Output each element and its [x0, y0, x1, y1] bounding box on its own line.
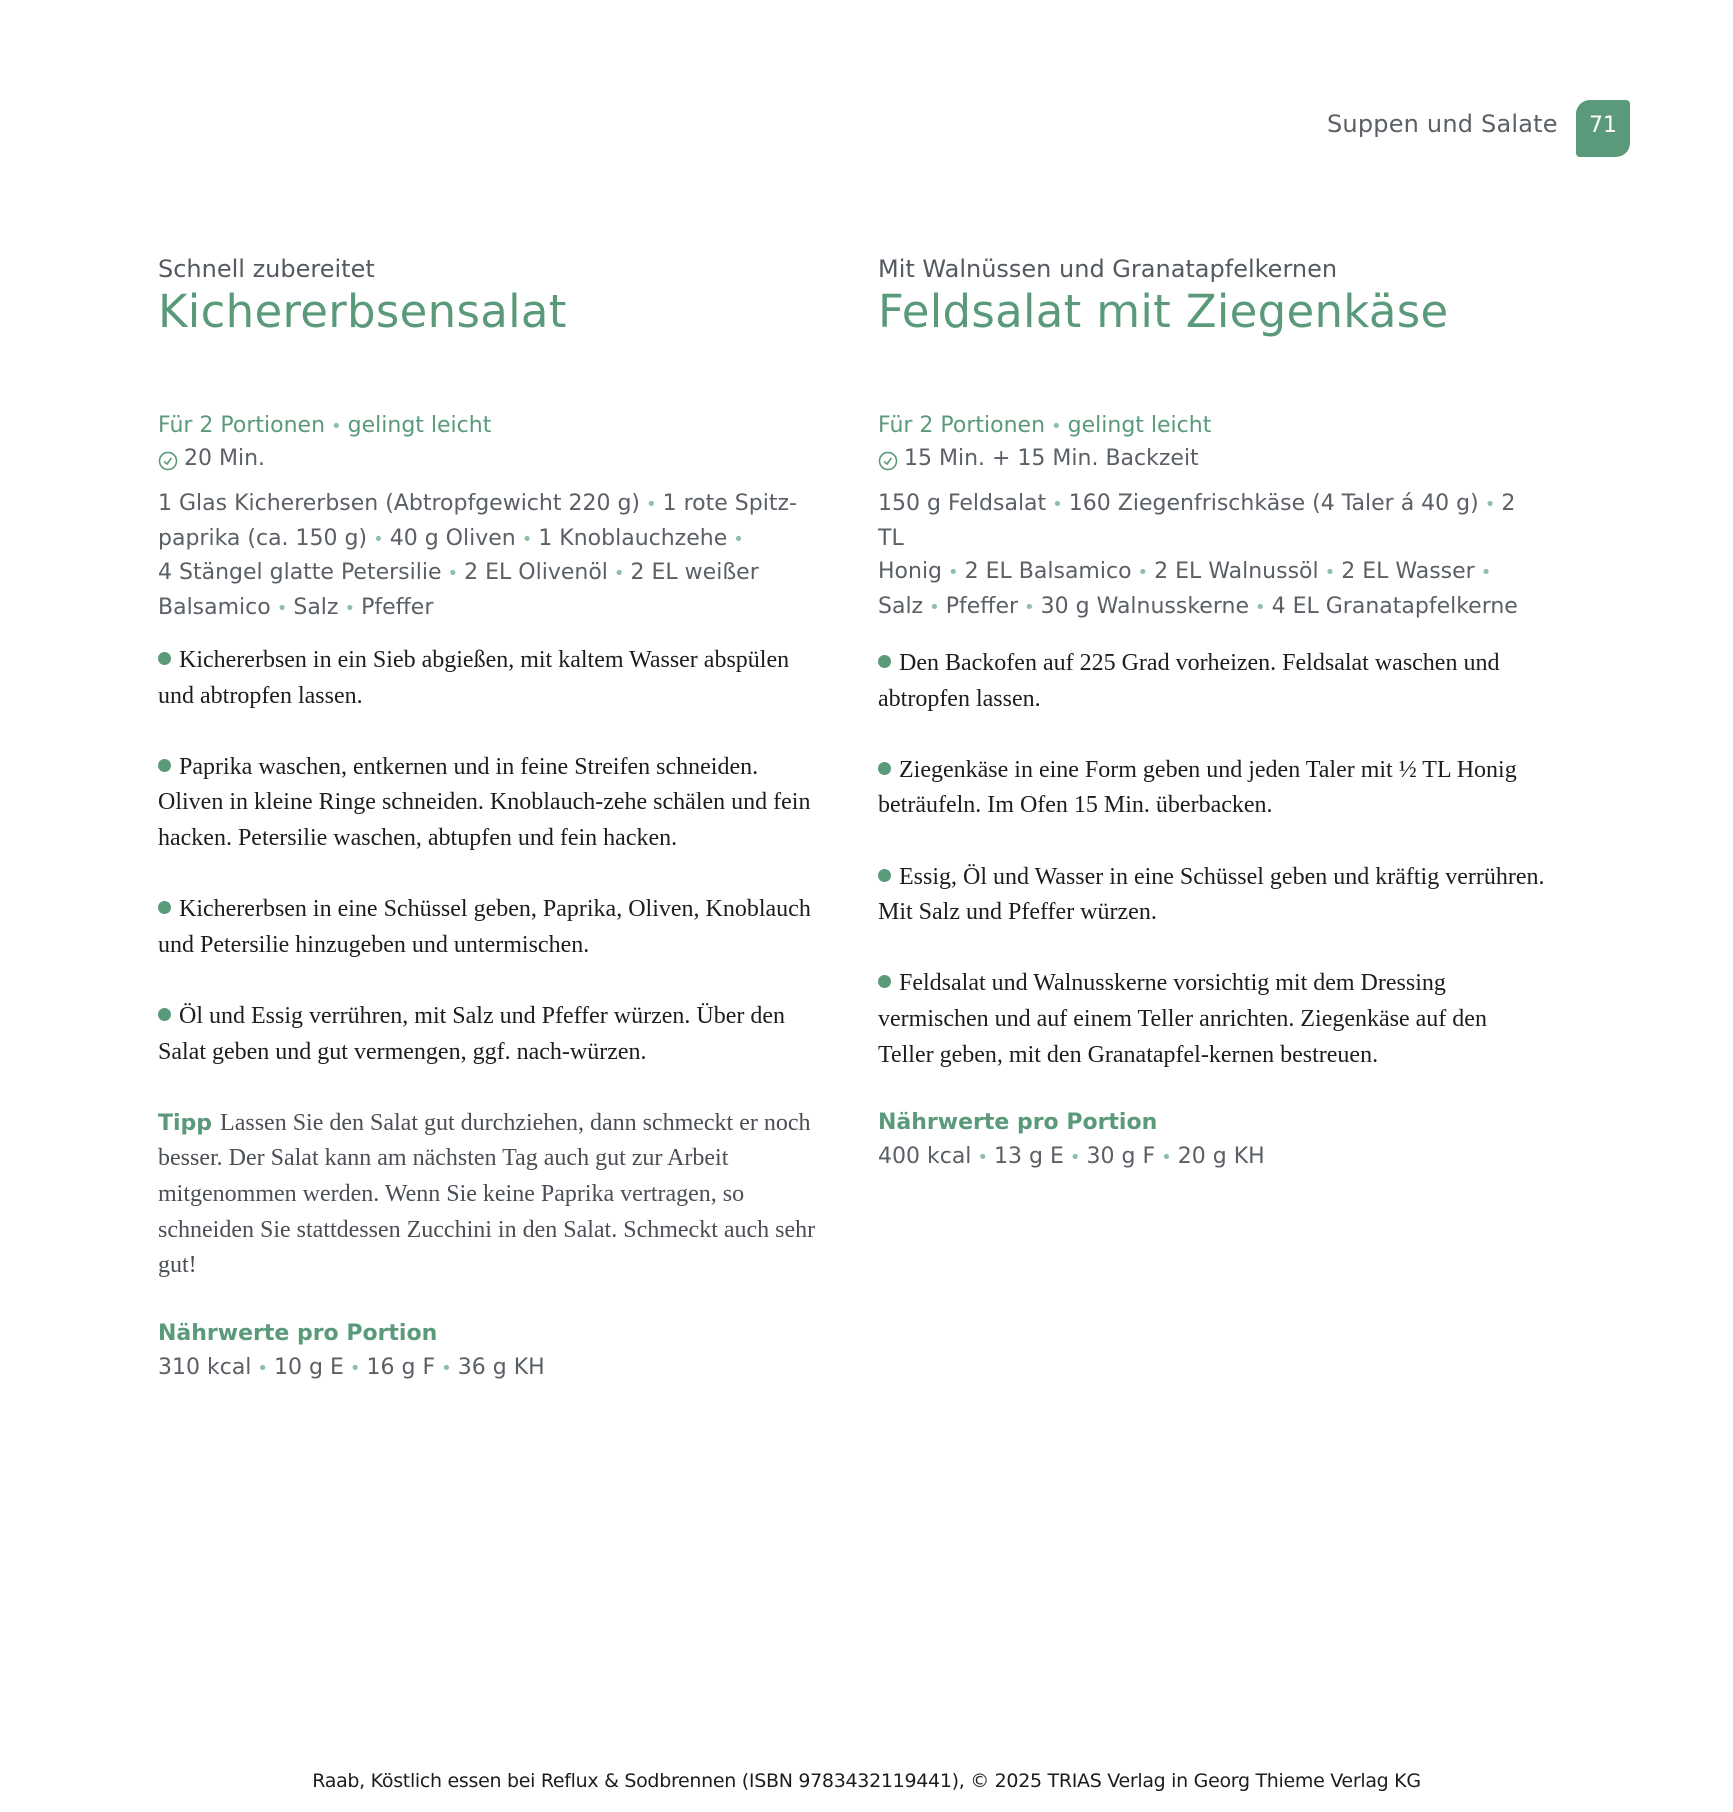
step-list: [878, 646, 1548, 1073]
kcal: 310 kcal: [158, 1354, 252, 1380]
step-2: [158, 750, 828, 857]
separator-dot: •: [1161, 1147, 1172, 1169]
separator-dot: •: [1051, 416, 1062, 437]
ingredient-line: [878, 487, 1548, 555]
bullet-dot-icon: [878, 869, 891, 882]
protein: 10 g E: [274, 1354, 344, 1380]
ingredient-line: [878, 555, 1548, 590]
recipe-kicker: Mit Walnüssen und Granatapfelkernen: [878, 255, 1338, 283]
time-line: [878, 443, 1548, 475]
bullet-dot-icon: [158, 652, 171, 665]
ingredient-line: [158, 522, 828, 557]
prep-time: 20 Min.: [184, 446, 266, 471]
bullet-dot-icon: [878, 762, 891, 775]
recipe-kichererbsensalat: [158, 254, 828, 1387]
bullet-dot-icon: [158, 759, 171, 772]
step-text: Ziegenkäse in eine Form geben und jeden Taler mit ½ TL Honig beträufeln. Im Ofen 15 Min. überbacken.: [878, 756, 1517, 819]
ingredient-list: [878, 487, 1548, 624]
step-text: Kichererbsen in ein Sieb abgießen, mit kaltem Wasser abspülen und abtropfen lassen.: [158, 647, 790, 709]
recipe-title: Feldsalat mit Ziegenkäse: [878, 285, 1449, 338]
step-text: Feldsalat und Walnusskerne vorsichtig mit dem Dressing vermischen und auf einem Teller anrichten. Ziegenkäse auf den Teller geben, mit den Granatapfel-kernen bestreuen.: [878, 970, 1487, 1068]
separator-dot: •: [1324, 562, 1336, 583]
separator-dot: •: [1052, 494, 1063, 515]
ingredient: 1 Glas Kichererbsen (Abtropfgewicht 220 g): [158, 491, 640, 516]
servings-line: [158, 410, 828, 443]
bullet-dot-icon: [158, 1008, 171, 1021]
separator-dot: •: [331, 416, 342, 437]
ingredient: 2 EL weißer: [630, 560, 759, 585]
carbs: 36 g KH: [457, 1354, 545, 1380]
recipe-meta: [878, 410, 1548, 475]
separator-dot: •: [1480, 562, 1492, 583]
prep-time: 15 Min. + 15 Min. Backzeit: [904, 446, 1199, 471]
separator-dot: •: [521, 528, 533, 550]
separator-dot: •: [276, 597, 288, 619]
nutrition-title: Nährwerte pro Portion: [158, 1320, 438, 1346]
ingredient: Salz: [293, 594, 339, 620]
ingredient: 40 g Oliven: [389, 525, 516, 551]
separator-dot: •: [349, 1357, 361, 1379]
step-text: Paprika waschen, entkernen und in feine Streifen schneiden. Oliven in kleine Ringe schneiden. Knoblauch-zehe schälen und fein hacken. Petersilie waschen, abtupfen und fein hacken.: [158, 753, 811, 851]
recipe-meta: [158, 410, 828, 475]
fat: 16 g F: [366, 1354, 436, 1380]
nutrition-title: Nährwerte pro Portion: [878, 1110, 1158, 1136]
recipe-feldsalat: [878, 254, 1548, 1176]
separator-dot: •: [373, 528, 384, 550]
ingredient-list: [158, 487, 828, 625]
ingredient-line: [878, 590, 1548, 625]
ingredient: 4 Stängel glatte Petersilie: [158, 560, 442, 585]
separator-dot: •: [733, 528, 744, 550]
nutrition-values: [158, 1350, 828, 1387]
separator-dot: •: [447, 563, 459, 584]
tip-label: Tipp: [158, 1110, 213, 1136]
ingredient: Pfeffer: [945, 593, 1019, 619]
recipe-title: Kichererbsensalat: [158, 285, 567, 338]
ingredient: Pfeffer: [361, 594, 434, 620]
ingredient-line: [158, 556, 828, 591]
carbs: 20 g KH: [1177, 1144, 1265, 1170]
ingredient: 2 EL Olivenöl: [464, 560, 608, 585]
separator-dot: •: [613, 563, 625, 584]
separator-dot: •: [948, 562, 959, 583]
fat: 30 g F: [1086, 1144, 1156, 1170]
servings: Für 2 Portionen: [878, 413, 1046, 438]
servings-line: [878, 410, 1548, 443]
ingredient: 2 EL Balsamico: [964, 559, 1132, 584]
difficulty: gelingt leicht: [1067, 413, 1212, 438]
time-line: [158, 443, 828, 475]
separator-dot: •: [646, 494, 657, 515]
tip-text: Lassen Sie den Salat gut durchziehen, dann schmeckt er noch besser. Der Salat kann am nächsten Tag auch gut zur Arbeit mitgenommen werden. Wenn Sie keine Paprika vertragen, so schneiden Sie stattdessen Zucchini in den Salat. Schmeckt auch sehr gut!: [158, 1109, 816, 1279]
protein: 13 g E: [994, 1144, 1064, 1170]
bullet-dot-icon: [158, 901, 171, 914]
clock-icon: [158, 449, 178, 469]
recipe-kicker: Schnell zubereitet: [158, 255, 375, 283]
copyright-footer: Raab, Köstlich essen bei Reflux & Sodbrennen (ISBN 9783432119441), © 2025 TRIAS Verlag in Georg Thieme Verlag KG: [312, 1770, 1421, 1792]
step-text: Kichererbsen in eine Schüssel geben, Paprika, Oliven, Knoblauch und Petersilie hinzugeben und untermischen.: [158, 896, 811, 958]
step-1: [158, 643, 828, 714]
separator-dot: •: [1137, 562, 1149, 583]
step-text: Essig, Öl und Wasser in eine Schüssel geben und kräftig verrühren. Mit Salz und Pfeffer würzen.: [878, 863, 1545, 926]
ingredient: 2 TL: [878, 491, 1516, 551]
separator-dot: •: [1254, 596, 1266, 618]
ingredient-line: [158, 487, 828, 522]
ingredient: 150 g Feldsalat: [878, 491, 1047, 516]
separator-dot: •: [977, 1147, 989, 1169]
separator-dot: •: [1069, 1147, 1081, 1169]
separator-dot: •: [1024, 596, 1035, 618]
page-number-badge: 71: [1576, 100, 1630, 157]
ingredient: 1 rote Spitz-: [662, 491, 797, 516]
nutrition-values: [878, 1139, 1548, 1176]
step-1: [878, 646, 1548, 717]
step-3: [158, 892, 828, 963]
ingredient: 2 EL Walnussöl: [1154, 559, 1319, 584]
kcal: 400 kcal: [878, 1144, 972, 1170]
ingredient: 160 Ziegenfrischkäse (4 Taler á 40 g): [1068, 491, 1479, 516]
ingredient: paprika (ca. 150 g): [158, 525, 368, 551]
separator-dot: •: [344, 597, 356, 619]
running-head-section: Suppen und Salate: [1327, 110, 1558, 138]
ingredient: 1 Knoblauchzehe: [538, 525, 728, 551]
ingredient: Balsamico: [158, 594, 271, 620]
bullet-dot-icon: [878, 655, 891, 668]
step-4: [158, 999, 828, 1070]
step-text: Öl und Essig verrühren, mit Salz und Pfeffer würzen. Über den Salat geben und gut vermengen, ggf. nach-würzen.: [158, 1002, 786, 1065]
ingredient: 30 g Walnusskerne: [1040, 593, 1249, 619]
servings: Für 2 Portionen: [158, 413, 326, 438]
ingredient: Honig: [878, 559, 943, 584]
separator-dot: •: [441, 1357, 452, 1379]
separator-dot: •: [929, 596, 940, 618]
ingredient: 2 EL Wasser: [1341, 559, 1475, 584]
step-list: [158, 643, 828, 1070]
step-4: [878, 966, 1548, 1073]
ingredient: Salz: [878, 593, 924, 619]
tip-box: [158, 1106, 828, 1284]
separator-dot: •: [257, 1357, 269, 1379]
clock-icon: [878, 449, 898, 469]
step-text: Den Backofen auf 225 Grad vorheizen. Feldsalat waschen und abtropfen lassen.: [878, 650, 1500, 712]
step-3: [878, 860, 1548, 931]
separator-dot: •: [1484, 494, 1496, 515]
difficulty: gelingt leicht: [347, 413, 492, 438]
bullet-dot-icon: [878, 975, 891, 988]
ingredient: 4 EL Granatapfelkerne: [1271, 593, 1518, 619]
ingredient-line: [158, 591, 828, 626]
step-2: [878, 753, 1548, 824]
